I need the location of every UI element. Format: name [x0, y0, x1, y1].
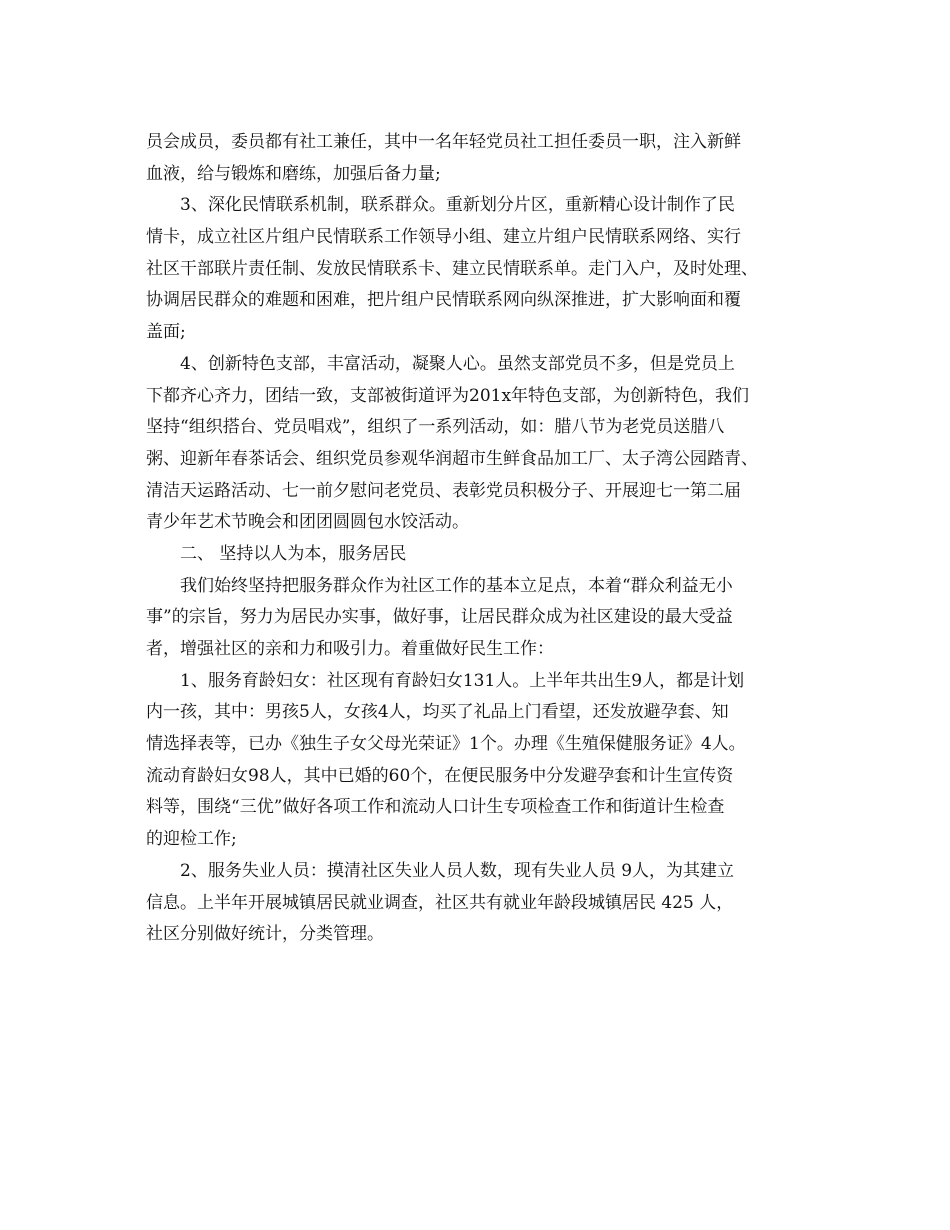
text-line: 员会成员，委员都有社工兼任，其中一名年轻党员社工担任委员一职，注入新鲜 — [146, 132, 741, 152]
text-line: 者，增强社区的亲和力和吸引力。着重做好民生工作： — [146, 639, 554, 659]
text-line: 情选择表等，已办《独生子女父母光荣证》1个。办理《生殖保健服务证》4人。 — [146, 734, 746, 755]
text-line: 粥、迎新年春茶话会、组织党员参观华润超市生鲜食品加工厂、太子湾公园踏青、 — [146, 448, 758, 469]
text-line: 情卡，成立社区片组户民情联系工作领导小组、建立片组户民情联系网络、实行 — [146, 227, 741, 248]
section-heading: 二、 坚持以人为本，服务居民 — [180, 543, 407, 564]
text-line: 内一孩，其中：男孩5人，女孩4人，均买了礼品上门看望，还发放避孕套、知 — [146, 702, 729, 723]
text-line: 社区干部联片责任制、发放民情联系卡、建立民情联系单。走门入户，及时处理、 — [146, 258, 758, 279]
document-body — [146, 127, 816, 951]
text-line: 社区分别做好统计，分类管理。 — [146, 924, 384, 945]
text-line: 2、服务失业人员：摸清社区失业人员人数，现有失业人员 9人，为其建立 — [180, 860, 735, 881]
text-line: 料等，围绕“三优”做好各项工作和流动人口计生专项检查工作和街道计生检查 — [146, 797, 725, 818]
text-line: 的迎检工作; — [146, 829, 237, 850]
text-line: 3、深化民情联系机制，联系群众。重新划分片区，重新精心设计制作了民 — [180, 195, 735, 216]
text-line: 事”的宗旨，努力为居民办实事，做好事，让居民群众成为社区建设的最大受益 — [146, 607, 733, 628]
text-line: 我们始终坚持把服务群众作为社区工作的基本立足点，本着“群众利益无小 — [180, 575, 733, 596]
text-line: 4、创新特色支部，丰富活动，凝聚人心。虽然支部党员不多，但是党员上 — [180, 353, 735, 374]
text-line: 1、服务育龄妇女：社区现有育龄妇女131人。上半年共出生9人，都是计划 — [180, 670, 745, 691]
text-line: 青少年艺术节晚会和团团圆圆包水饺活动。 — [146, 512, 469, 533]
text-line: 下都齐心齐力，团结一致，支部被街道评为201x年特色支部，为创新特色，我们 — [146, 385, 750, 406]
text-line: 流动育龄妇女98人，其中已婚的60个，在便民服务中分发避孕套和计生宣传资 — [146, 765, 734, 786]
text-line: 协调居民群众的难题和困难，把片组户民情联系网向纵深推进，扩大影响面和覆 — [146, 290, 741, 311]
text-line: 血液，给与锻炼和磨练，加强后备力量; — [146, 163, 441, 184]
text-line: 坚持“组织搭台、党员唱戏”，组织了一系列活动，如：腊八节为老党员送腊八 — [146, 417, 725, 438]
text-line: 信息。上半年开展城镇居民就业调查，社区共有就业年龄段城镇居民 425 人， — [146, 892, 734, 913]
text-line: 盖面; — [146, 322, 186, 343]
text-line: 清洁天运路活动、七一前夕慰问老党员、表彰党员积极分子、开展迎七一第二届 — [146, 480, 741, 501]
